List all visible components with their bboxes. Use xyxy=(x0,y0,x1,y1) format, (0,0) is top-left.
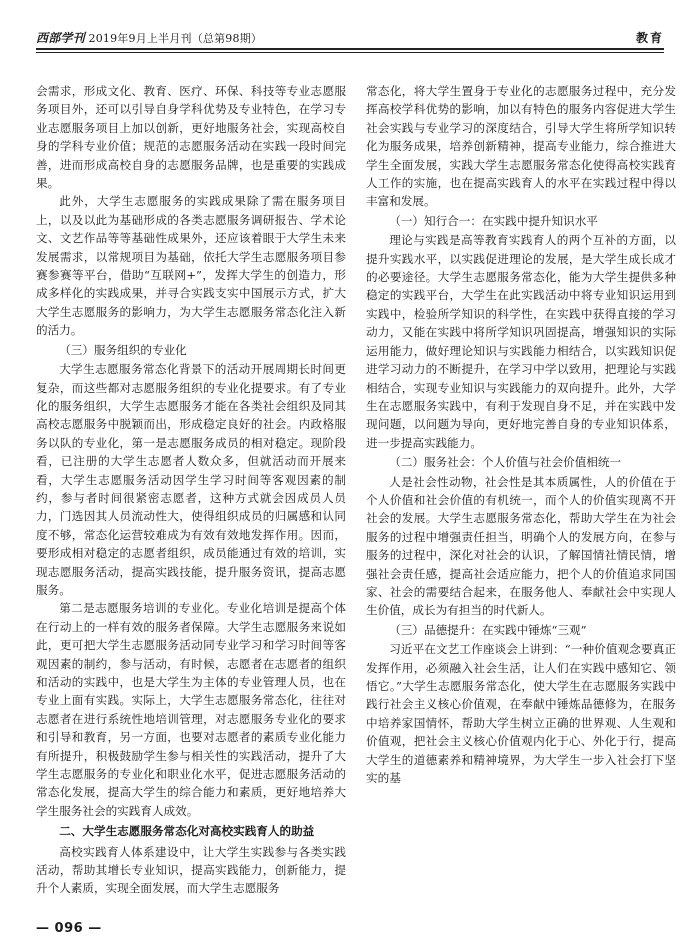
subsection-heading: （三）品德提升：在实践中锤炼“三观” xyxy=(389,622,587,637)
section-label: 教育 xyxy=(635,31,664,45)
journal-name: 西部学刊 xyxy=(36,31,85,45)
issue-info: 2019年9月上半月刊（总第98期） xyxy=(88,32,263,45)
subsection-heading: （一）知行合一：在实践中提升知识水平 xyxy=(389,213,598,228)
body-paragraph: 大学生志愿服务常态化背景下的活动开展周期长时间更复杂，而这些都对志愿服务组织的专业化提要求。有了专业化的服务组织，大学生志愿服务才能在各类社会组织及同其高校志愿服务中脱颖而出，形成稳定良好的社会。内政格服务以队的专业化，第一是志愿服务成员的相对稳定。现阶段看，已注册的大学生志愿者人数众多，但就活动而开展来看，大学生志愿服务活动因学生学习时间等客观因素的制约，参与者时间很紧密志愿者，这种方式就会因成员人员力，门选因其人员流动性大，使得组织成员的归属感和认同度不够，常态化运营较难成为有效有效地发挥作用。因而，要形成相对稳定的志愿者组织，成员能通过有效的培训，实现志愿服务活动，提高实践技能，提升服务资讯，提高志愿服务。 xyxy=(36,362,346,597)
body-paragraph: 人是社会性动物，社会性是其本质属性，人的价值在于个人价值和社会价值的有机统一，而个人的价值实现离不开社会的发展。大学生志愿服务常态化，帮助大学生在为社会服务的过程中增强责任担当，明确个人的发展方向，在参与服务的过程中，深化对社会的认识，了解国情社情民情，增强社会责任感，提高社会适应能力，把个人的价值追求同国家、社会的需要结合起来，在服务他人、奉献社会中实现人生价值，成长为有担当的时代新人。 xyxy=(366,474,676,618)
page-number: — 096 — xyxy=(36,921,102,936)
subsection-heading: （二）服务社会：个人价值与社会价值相统一 xyxy=(389,455,622,470)
subsection-heading: （三）服务组织的专业化 xyxy=(59,342,187,357)
body-paragraph: 理论与实践是高等教育实践育人的两个互补的方面，以提升实践水平，以实践促进理论的发展，是大学生成长成才的必要途径。大学生志愿服务常态化，能为大学生提供多种稳定的实践平台，大学生在此实践活动中将专业知识运用到实践中，检验所学知识的科学性，在实践中获得直接的学习动力，又能在实践中将所学知识巩固提高，增强知识的实际运用能力，做好理论知识与实践能力相结合，以实践知识促进学习动力的不断提升，在学习中学以致用，把理论与实践相结合，实现专业知识与实践能力的双向提升。此外，大学生在志愿服务实践中，有利于发现自身不足，并在实践中发现问题，以问题为导向，更好地完善自身的专业知识体系，进一步提高实践能力。 xyxy=(366,233,676,450)
body-paragraph: 会需求，形成文化、教育、医疗、环保、科技等专业志愿服务项目外，还可以引导自身学科优势及专业特色，在学习专业志愿服务项目上加以创新，更好地服务社会，实现高校自身的学科专业价值；规范的志愿服务活动在实践一段时间完善，进而形成高校自身的志愿服务品牌，也是重要的实践成果。 xyxy=(36,84,346,191)
body-paragraph: 常态化，将大学生置身于专业化的志愿服务过程中，充分发挥高校学科优势的影响，加以有特色的服务内容促进大学生社会实践与专业学习的深度结合，引导大学生将所学知识转化为服务成果，培养创新精神，提高专业能力，综合推进大学生全面发展，实践大学生志愿服务常态化使得高校实践育人工作的实施，也在提高实践育人的水平在实践过程中得以丰富和发展。 xyxy=(366,84,676,209)
body-paragraph: 高校实践育人体系建设中，让大学生实践参与各类实践活动，帮助其增长专业知识，提高实践能力，创新能力，提升个人素质，实现全面发展，而大学生志愿服务 xyxy=(36,844,346,896)
running-header xyxy=(36,26,664,46)
left-column xyxy=(36,82,346,922)
journal-info xyxy=(36,29,262,46)
body-paragraph: 此外，大学生志愿服务的实践成果除了需在服务项目上，以及以此为基础形成的各类志愿服务调研报告、学术论文、文艺作品等等基础性成果外，还应该着眼于大学生未来发展需求，以常规项目为基础，依托大学生志愿服务项目参赛参赛等平台，借助“互联网+”，发挥大学生的创造力，形成多样化的实践成果，并寻合实践支实中国展示方式，扩大大学生志愿服务的影响力，为大学生志愿服务常态化注入新的活力。 xyxy=(36,194,346,338)
right-column xyxy=(366,82,676,922)
header-rule-thin xyxy=(36,52,664,53)
body-paragraph: 第二是志愿服务培训的专业化。专业化培训是提高个体在行动上的一样有效的服务者保障。大学生志愿服务来说如此，更可把大学生志愿服务活动同专业学习和学习时间等客观因素的制约，参与活动，有时候，志愿者在志愿者的组织和活动的实践中，也是大学生为主体的专业管理人员，也在专业上面有实践。实际上，大学生志愿服务常态化，往往对志愿者在进行系统性地培训管理，对志愿服务专业化的要求和引导和教育，另一方面，也要对志愿者的素质专业化能力有所提升，积极鼓励学生参与相关性的实践活动，提升了大学生志愿服务的专业化和职业化水平，促进志愿服务活动的常态化发展，提高大学生的综合能力和素质，更好地培养大学生服务社会的实践育人成效。 xyxy=(36,601,346,818)
section-heading: 二、大学生志愿服务常态化对高校实践育人的助益 xyxy=(59,824,315,839)
body-paragraph: 习近平在文艺工作座谈会上讲到：“一种价值观念要真正发挥作用，必须融入社会生活，让人们在实践中感知它、领悟它。”大学生志愿服务常态化，使大学生在志愿服务实践中践行社会主义核心价值观，在奉献中锤炼品德修为，在服务中培养家国情怀，帮助大学生树立正确的世界观、人生观和价值观，把社会主义核心价值观内化于心、外化于行，提高大学生的道德素养和精神境界，为大学生一步入社会打下坚实的基 xyxy=(366,642,676,786)
header-rule-thick xyxy=(36,48,664,50)
